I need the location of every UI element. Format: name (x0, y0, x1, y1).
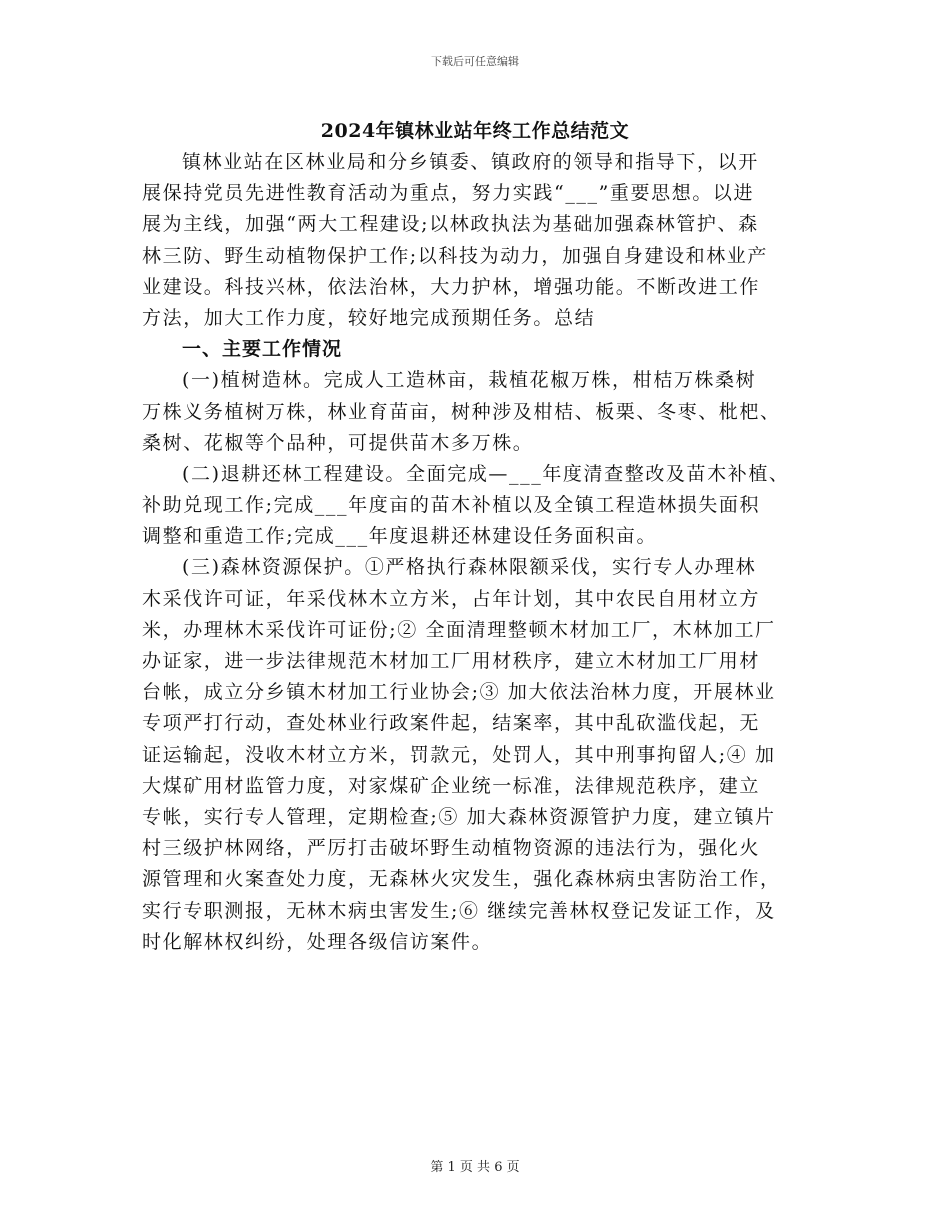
text-line: (一)植树造林。完成人工造林亩，栽植花椒万株，柑桔万株桑树 (182, 369, 757, 392)
text-line: 镇林业站在区林业局和分乡镇委、镇政府的领导和指导下，以开 (182, 151, 759, 173)
document-title: 2024年镇林业站年终工作总结范文 (320, 120, 630, 142)
text-line: 源管理和火案查处力度，无森林火灾发生，强化森林病虫害防治工作， (142, 868, 781, 891)
text-line: 万株义务植树万株，林业育苗亩，树种涉及柑桔、板栗、冬枣、枇杷、 (142, 400, 781, 423)
text-line: 台帐，成立分乡镇木材加工行业协会;③ 加大依法治林力度，开展林业 (142, 681, 776, 704)
text-line: 方法，加大工作力度，较好地完成预期任务。总结 (142, 306, 596, 329)
text-line: 大煤矿用材监管力度，对家煤矿企业统一标准，法律规范秩序，建立 (142, 774, 761, 797)
text-line: 实行专职测报，无林木病虫害发生;⑥ 继续完善林权登记发证工作，及 (142, 899, 776, 922)
text-line: (二)退耕还林工程建设。全面完成—___年度清查整改及苗木补植、 (182, 462, 790, 485)
text-line: 专项严打行动，查处林业行政案件起，结案率，其中乱砍滥伐起，无 (142, 712, 761, 735)
document-body (142, 147, 832, 958)
text-line: 展为主线，加强“两大工程建设;以林政执法为基础加强森林管护、森 (142, 213, 759, 236)
text-line: 补助兑现工作;完成___年度亩的苗木补植以及全镇工程造林损失面积 (142, 494, 761, 517)
text-line: 展保持党员先进性教育活动为重点，努力实践“___”重要思想。以进 (142, 182, 755, 205)
header-note: 下载后可任意编辑 (431, 55, 519, 68)
text-line: 专帐，实行专人管理，定期检查;⑤ 加大森林资源管护力度，建立镇片 (142, 805, 776, 828)
text-line: 证运输起，没收木材立方米，罚款元，处罚人，其中刑事拘留人;④ 加 (142, 743, 776, 766)
text-line: 办证家，进一步法律规范木材加工厂用材秩序，建立木材加工厂用材 (142, 650, 761, 672)
text-line: 林三防、野生动植物保护工作;以科技为动力，加强自身建设和林业产 (142, 244, 769, 267)
text-line: 时化解林权纠纷，处理各级信访案件。 (142, 930, 493, 953)
section-heading: 一、主要工作情况 (182, 338, 343, 361)
text-line: 桑树、花椒等个品种，可提供苗木多万株。 (142, 431, 534, 454)
text-line: 调整和重造工作;完成___年度退耕还林建设任务面积亩。 (142, 525, 658, 548)
page-footer: 第 1 页 共 6 页 (430, 1160, 520, 1175)
text-line: (三)森林资源保护。①严格执行森林限额采伐，实行专人办理林 (182, 556, 757, 579)
text-line: 村三级护林网络，严厉打击破坏野生动植物资源的违法行为，强化火 (142, 837, 761, 860)
text-line: 木采伐许可证，年采伐林木立方米，占年计划，其中农民自用材立方 (142, 587, 761, 610)
text-line: 业建设。科技兴林，依法治林，大力护林，增强功能。不断改进工作 (142, 275, 761, 298)
text-line: 米，办理林木采伐许可证份;② 全面清理整顿木材加工厂，木林加工厂 (142, 618, 776, 641)
